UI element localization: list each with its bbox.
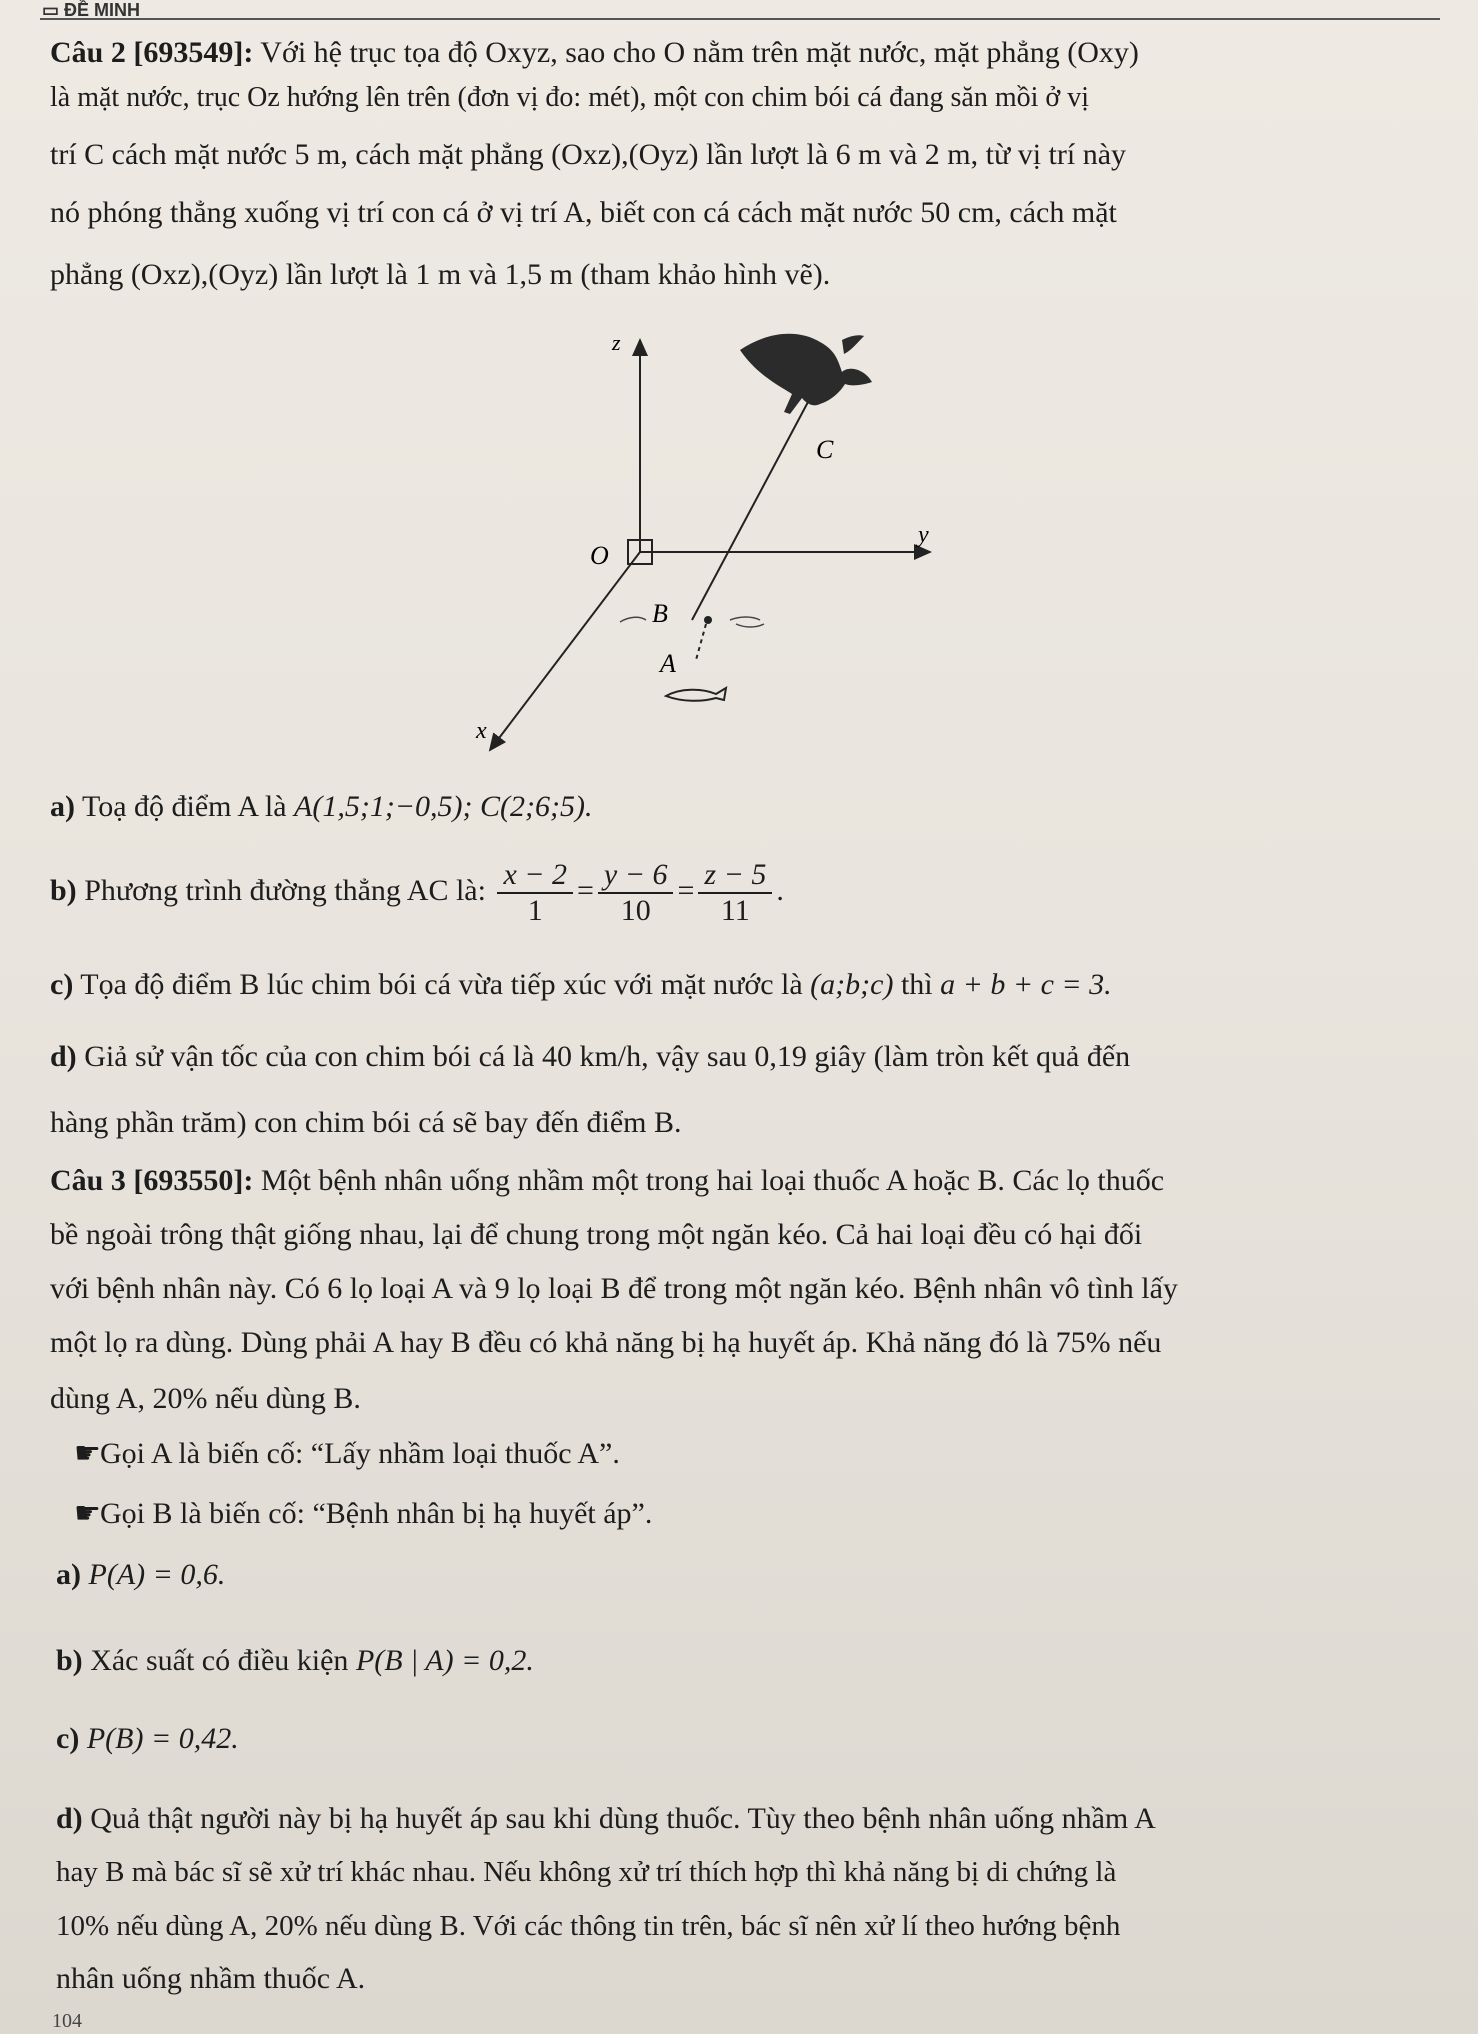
q2-title: Câu 2 [693549]: (50, 36, 254, 69)
page-number: 104 (52, 2010, 82, 2032)
fraction-2 (598, 858, 674, 928)
q2-d-label: d) (50, 1040, 77, 1073)
x-axis-label: x (476, 718, 487, 744)
q3-bullet-2 (74, 1496, 652, 1531)
q2-a-text: Toạ độ điểm A là (81, 790, 287, 823)
q2-b-text: Phương trình đường thẳng AC là: (84, 873, 486, 907)
q2-statement-c (50, 968, 1112, 1002)
q3-c-math: P(B) = 0,42. (86, 1722, 239, 1755)
fraction-3 (698, 858, 772, 928)
q3-statement-a (56, 1558, 225, 1592)
q3-statement-d-3: 10% nếu dùng A, 20% nếu dùng B. Với các thông tin trên, bác sĩ nên xử lí theo hướng bệnh (56, 1910, 1121, 1942)
kingfisher-icon (740, 334, 872, 414)
q3-b-math: P(B | A) = 0,2. (355, 1644, 534, 1677)
dashed-ba (696, 624, 706, 660)
q3-statement-b (56, 1644, 534, 1678)
q3-c-label: c) (56, 1722, 80, 1755)
q2-line-5: phẳng (Oxz),(Oyz) lần lượt là 1 m và 1,5 m (tham khảo hình vẽ). (50, 258, 831, 291)
fraction-3-num: z − 5 (698, 858, 772, 894)
line-ca (692, 402, 808, 620)
z-axis-label: z (612, 330, 621, 355)
fraction-2-den: 10 (620, 894, 651, 927)
pointing-hand-icon: ☛ (74, 1437, 101, 1470)
q2-line-2: là mặt nước, trục Oz hướng lên trên (đơn vị đo: mét), một con chim bói cá đang săn mồi ở vị (50, 82, 1090, 113)
fraction-1-den: 1 (527, 894, 543, 927)
header-label (42, 0, 140, 21)
point-a-label: A (660, 649, 676, 678)
q2-line-3: trí C cách mặt nước 5 m, cách mặt phẳng (Oxz),(Oyz) lần lượt là 6 m và 2 m, từ vị trí này (50, 138, 1127, 171)
x-axis (490, 552, 640, 750)
point-b-label: B (652, 599, 668, 628)
point-b (704, 616, 712, 624)
q2-c-text: Tọa độ điểm B lúc chim bói cá vừa tiếp xúc với mặt nước là (80, 968, 803, 1001)
fraction-2-num: y − 6 (598, 858, 674, 894)
q2-statement-d-1 (50, 1040, 1130, 1074)
q2-statement-d-2: hàng phần trăm) con chim bói cá sẽ bay đến điểm B. (50, 1106, 682, 1139)
fish-icon (666, 688, 726, 701)
header-rule (40, 18, 1440, 20)
q2-b-label: b) (50, 873, 77, 907)
q3-d-label: d) (56, 1802, 83, 1835)
q2-c-then: thì (900, 968, 933, 1001)
q3-statement-d-4: nhân uống nhầm thuốc A. (56, 1962, 366, 1995)
point-c-label: C (816, 435, 834, 464)
q3-d-text-1: Quả thật người này bị hạ huyết áp sau khi dùng thuốc. Tùy theo bệnh nhân uống nhầm A (90, 1802, 1156, 1835)
q3-line-1 (50, 1164, 1164, 1198)
q2-text-1: Với hệ trục tọa độ Oxyz, sao cho O nằm trên mặt nước, mặt phẳng (Oxy) (260, 36, 1139, 69)
header-text: ĐỀ MINH (64, 0, 141, 20)
q3-line-5: dùng A, 20% nếu dùng B. (50, 1382, 361, 1415)
q3-line-4: một lọ ra dùng. Dùng phải A hay B đều có khả năng bị hạ huyết áp. Khả năng đó là 75% nếu (50, 1326, 1162, 1359)
q2-a-label: a) (50, 790, 75, 823)
q3-bullet-1-text: Gọi A là biến cố: “Lấy nhầm loại thuốc A”. (100, 1437, 620, 1470)
q3-line-2: bề ngoài trông thật giống nhau, lại để chung trong một ngăn kéo. Cả hai loại đều có hại đối (50, 1218, 1143, 1251)
book-icon: ▭ (42, 0, 60, 20)
y-axis-label: y (918, 522, 929, 548)
q3-statement-d-2: hay B mà bác sĩ sẽ xử trí khác nhau. Nếu không xử trí thích hợp thì khả năng bị di chứng là (56, 1856, 1117, 1888)
q2-statement-b: b) Phương trình đường thẳng AC là: $\frac{x - 2}{1}$ = $\frac{y - 6}{10}$ = $\frac{z - 5}{11}$ . (50, 858, 784, 927)
q3-b-text: Xác suất có điều kiện (90, 1644, 349, 1677)
q3-statement-c (56, 1722, 239, 1756)
q3-text-1: Một bệnh nhân uống nhầm một trong hai loại thuốc A hoặc B. Các lọ thuốc (260, 1164, 1165, 1197)
q3-line-3: với bệnh nhân này. Có 6 lọ loại A và 9 lọ loại B để trong một ngăn kéo. Bệnh nhân vô tình lấy (50, 1272, 1178, 1305)
q2-c-equation: a + b + c = 3. (940, 968, 1112, 1001)
q2-a-math: A(1,5;1;−0,5); C(2;6;5). (294, 790, 593, 823)
pointing-hand-icon: ☛ (74, 1497, 101, 1530)
q2-d-text-1: Giả sử vận tốc của con chim bói cá là 40 km/h, vậy sau 0,19 giây (làm tròn kết quả đến (84, 1040, 1131, 1073)
fraction-3-den: 11 (720, 894, 750, 927)
q3-statement-d-1 (56, 1802, 1156, 1836)
q3-bullet-1 (74, 1436, 620, 1471)
q2-statement-a (50, 790, 593, 824)
q3-a-label: a) (56, 1558, 81, 1591)
q3-b-label: b) (56, 1644, 83, 1677)
q2-c-math: (a;b;c) (810, 968, 894, 1001)
fraction-1-num: x − 2 (497, 858, 573, 894)
q3-a-math: P(A) = 0,6. (88, 1558, 226, 1591)
origin-label: O (590, 541, 609, 570)
q3-title: Câu 3 [693550]: (50, 1164, 254, 1197)
q2-line-1 (50, 36, 1139, 70)
coordinate-figure (440, 320, 960, 760)
fraction-1 (497, 858, 573, 928)
q3-bullet-2-text: Gọi B là biến cố: “Bệnh nhân bị hạ huyết áp”. (100, 1497, 653, 1530)
q2-line-4: nó phóng thẳng xuống vị trí con cá ở vị trí A, biết con cá cách mặt nước 50 cm, cách mặt (50, 196, 1117, 229)
q2-c-label: c) (50, 968, 74, 1001)
